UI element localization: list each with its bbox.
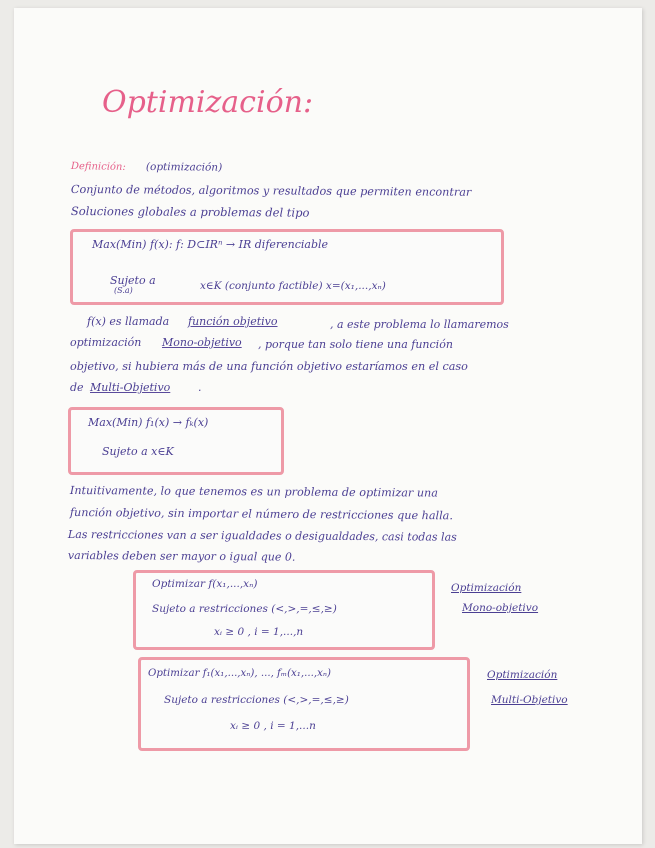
definition-line-1: Conjunto de métodos, algoritmos y resultados que permiten encontrar (70, 183, 472, 199)
box4-line-3: xᵢ ≥ 0 , i = 1,...n (230, 720, 316, 732)
para1-line-4a: de (70, 381, 84, 394)
box1-subject-to: Sujeto a (110, 274, 156, 287)
box2-line-1: Max(Min) f₁(x) → fₖ(x) (88, 416, 209, 429)
para2-line-3: Las restricciones van a ser igualdades o desigualdades, casi todas las (67, 528, 457, 544)
definition-line-2: Soluciones globales a problemas del tipo (70, 204, 310, 220)
para1-line-2c: , porque tan solo tiene una función (258, 338, 453, 351)
para1-line-2a: optimización (70, 336, 142, 349)
para1-line-3: objetivo, si hubiera más de una función objetivo estaríamos en el caso (70, 360, 468, 373)
term-multi-objetivo: Multi-Objetivo (90, 381, 171, 394)
term-funcion-objetivo: función objetivo (188, 315, 278, 328)
page-title: Optimización: (102, 85, 314, 120)
box2-line-2: Sujeto a x∈K (102, 445, 174, 458)
para1-line-4c: . (198, 381, 202, 394)
box1-subject-to-abbr: (S.a) (114, 286, 133, 295)
definition-heading: (optimización) (145, 161, 223, 174)
label-optimizacion-mono: Optimización (451, 582, 522, 594)
label-multi-objetivo: Multi-Objetivo (491, 694, 568, 706)
box1-line-1: Max(Min) f(x): f: D⊂IRⁿ → IR diferenciable (92, 238, 329, 251)
term-mono-objetivo: Mono-objetivo (162, 336, 242, 349)
definition-label: Definición: (70, 161, 126, 173)
para1-line-1a: f(x) es llamada (87, 315, 170, 328)
para1-line-1c: , a este problema lo llamaremos (330, 318, 509, 331)
label-optimizacion-multi: Optimización (487, 669, 558, 681)
box1-constraint: x∈K (conjunto factible) x=(x₁,...,xₙ) (200, 280, 386, 292)
box3-line-1: Optimizar f(x₁,...,xₙ) (152, 578, 258, 590)
para2-line-2: función objetivo, sin importar el número de restricciones que halla. (69, 506, 453, 523)
box4-line-1: Optimizar f₁(x₁,...,xₙ), ..., fₘ(x₁,...,xₙ) (148, 668, 331, 679)
box3-line-2: Sujeto a restricciones (<,>,=,≤,≥) (152, 603, 337, 615)
para2-line-4: variables deben ser mayor o igual que 0. (67, 549, 296, 564)
box3-line-3: xᵢ ≥ 0 , i = 1,...,n (214, 626, 304, 638)
box4-line-2: Sujeto a restricciones (<,>,=,≤,≥) (164, 694, 349, 706)
label-mono-objetivo: Mono-objetivo (462, 602, 539, 614)
para2-line-1: Intuitivamente, lo que tenemos es un problema de optimizar una (69, 484, 438, 500)
